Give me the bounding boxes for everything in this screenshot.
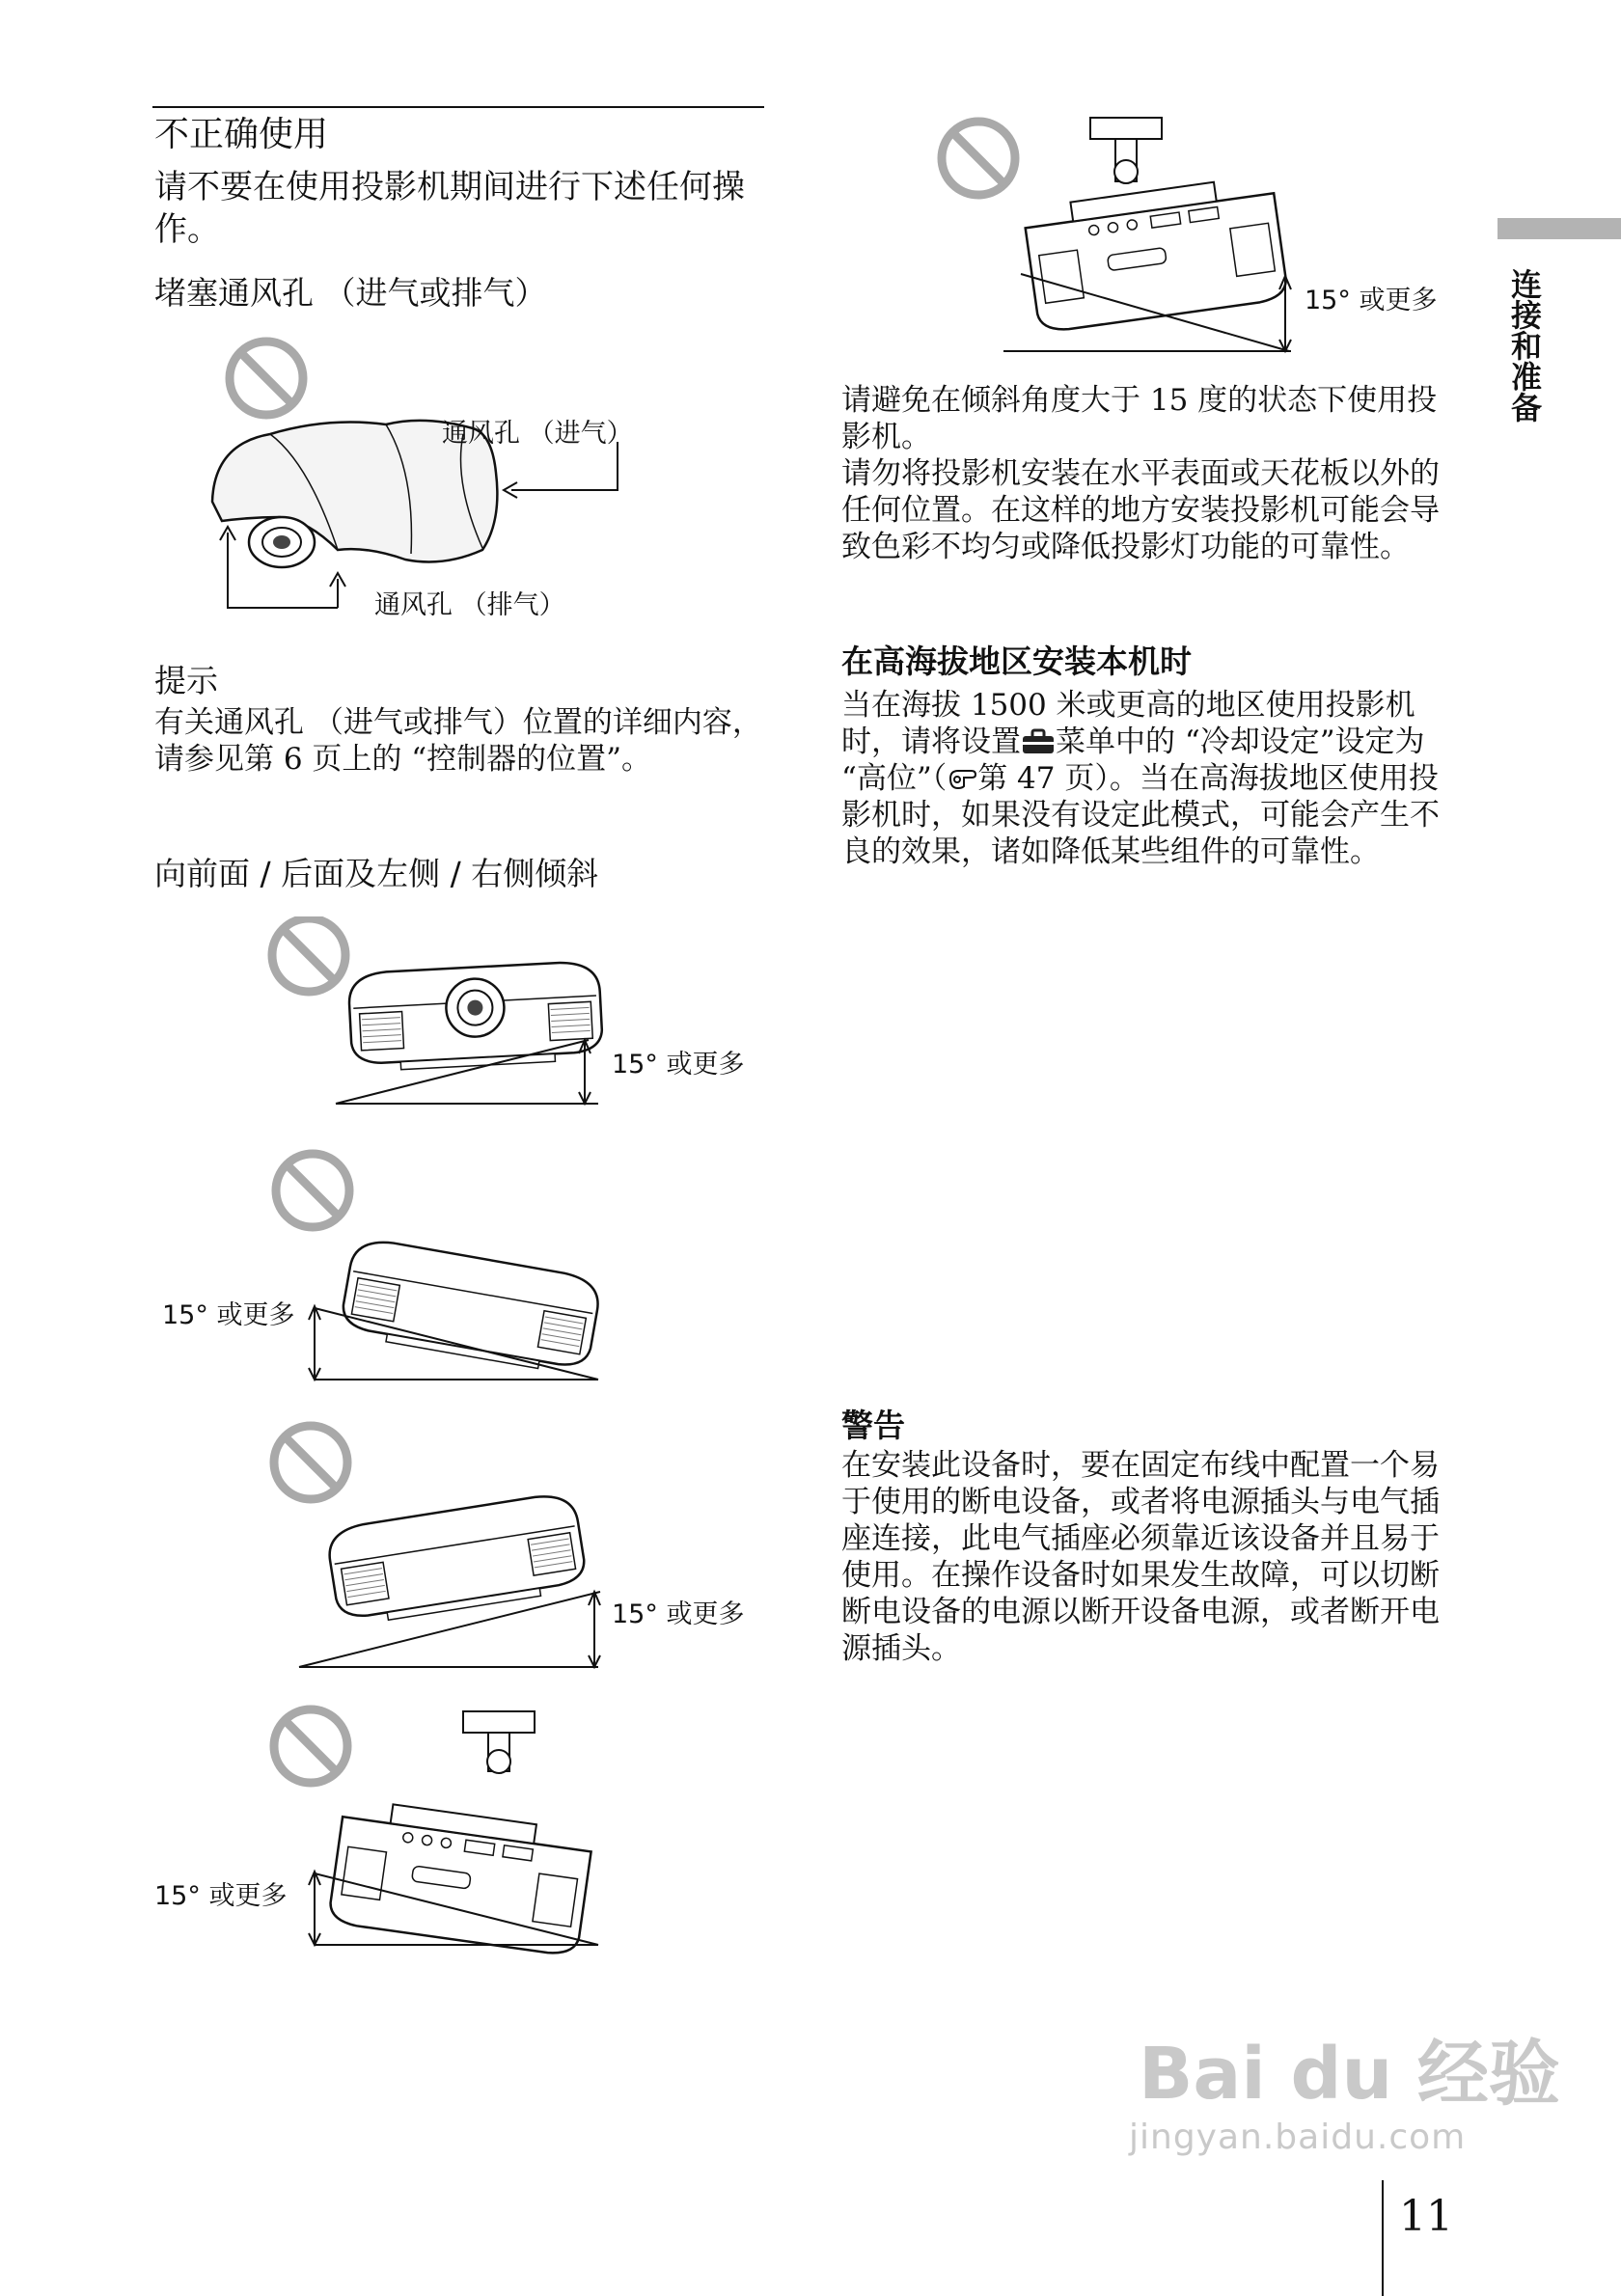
right-tilt-figure (261, 1420, 618, 1681)
footer-rule (1382, 2180, 1384, 2296)
tilt-label-ceiling-right: 15° 或更多 (1305, 286, 1438, 315)
tilt-label-right: 15° 或更多 (612, 1599, 745, 1629)
prohibited-icon (274, 1709, 347, 1783)
pointing-hand-icon (947, 765, 977, 792)
section-rule (152, 106, 764, 108)
warning-text: 在安装此设备时，要在固定布线中配置一个易于使用的断电设备，或者将电源插头与电气插座连接，此电气插座必须靠近该设备并且易于使用。在操作设备时如果发生故障，可以切断断电设备的电源以断开设备电源，或者断开电源插头。 (841, 1448, 1440, 1666)
vent-exhaust-label: 通风孔 （排气） (374, 590, 565, 620)
altitude-heading: 在高海拔地区安装本机时 (841, 642, 1192, 680)
tip-heading: 提示 (154, 662, 218, 699)
vent-intake-label: 通风孔 （进气） (442, 419, 633, 449)
prohibited-icon (276, 1154, 349, 1227)
prohibited-icon (942, 122, 1015, 195)
tilt-label-front: 15° 或更多 (612, 1050, 745, 1080)
prohibited-icon (274, 1426, 347, 1499)
watermark-url: jingyan.baidu.com (1129, 2118, 1467, 2157)
ceiling-tilt-figure-right (934, 104, 1310, 363)
page-number: 11 (1399, 2192, 1453, 2241)
page-heading: 不正确使用 (154, 115, 329, 154)
toolbox-icon (1021, 728, 1056, 755)
block-vent-heading: 堵塞通风孔 （进气或排气） (154, 274, 547, 312)
warning-heading: 警告 (841, 1407, 905, 1444)
tilt-label-ceiling-left: 15° 或更多 (154, 1881, 288, 1911)
side-tab-bar (1497, 218, 1621, 239)
prohibited-icon (230, 342, 303, 415)
prohibited-icon (272, 918, 345, 992)
install-surface-text: 请勿将投影机安装在水平表面或天花板以外的任何位置。在这样的地方安装投影机可能会导致色彩不均匀或降低投影灯功能的可靠性。 (841, 456, 1440, 564)
left-tilt-figure (193, 1148, 618, 1399)
intro-text: 请不要在使用投影机期间进行下述任何操作。 (154, 168, 745, 249)
tilt-label-left: 15° 或更多 (162, 1300, 295, 1330)
ceiling-tilt-figure-left (261, 1704, 618, 1954)
altitude-text: 当在海拔 1500 米或更高的地区使用投影机时，请将设置 菜单中的 “冷却设定”设定为 “高位”（ 第 47 页）。当在高海拔地区使用投影机时，如果没有设定此模式，可能会产生不良的效果，诸如降低某些组件的可靠性。 (841, 688, 1440, 869)
side-tab-label: 连接和准备 (1506, 268, 1543, 423)
tilt-heading: 向前面 / 后面及左侧 / 右侧倾斜 (154, 855, 599, 892)
avoid-tilt-text: 请避免在倾斜角度大于 15 度的状态下使用投影机。 (841, 383, 1438, 454)
watermark-logo: Bai du 经验 (1139, 2033, 1560, 2116)
tip-text: 有关通风孔 （进气或排气）位置的详细内容，请参见第 6 页上的 “控制器的位置”。 (154, 705, 762, 777)
front-tilt-figure (261, 916, 618, 1119)
